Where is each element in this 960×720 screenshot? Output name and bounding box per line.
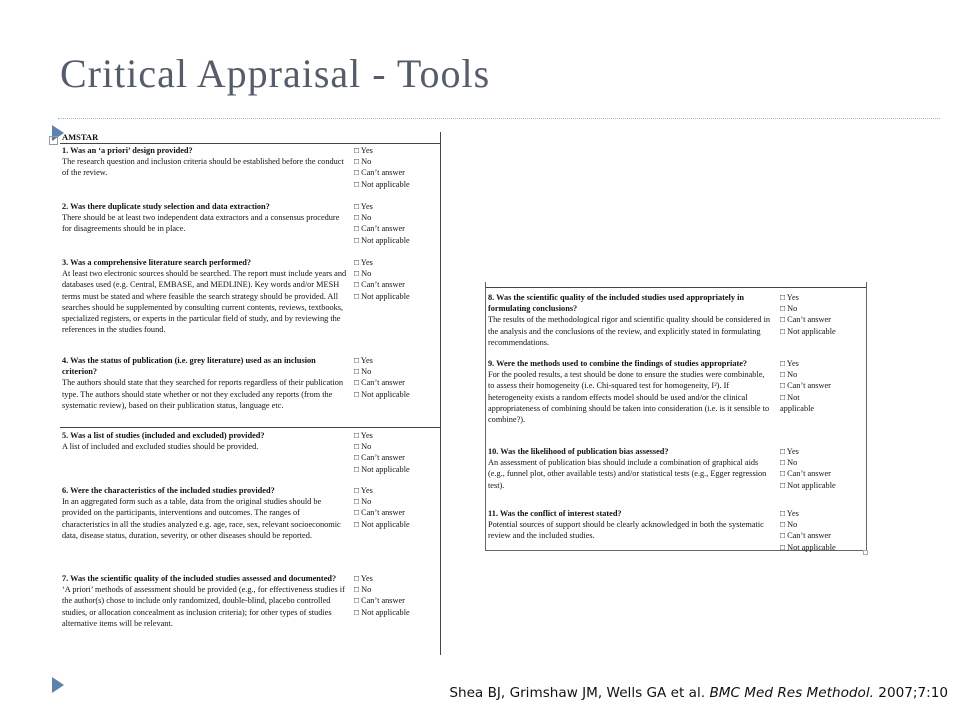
row-divider xyxy=(60,427,440,428)
slide-title: Critical Appraisal - Tools xyxy=(60,51,491,96)
answer-option: □ Yes xyxy=(780,293,799,302)
answer-options xyxy=(354,145,440,190)
answer-option: □ No xyxy=(354,497,372,507)
question-guidance: For the pooled results, a test should be done to ensure the studies were combinable, to assess their homogeneity (i.e. Chi-squared test for homogeneity, I²). If heterogeneity exists a random effects model should be used and/or the clinical appropriateness of combining should be taken into consideration (i.e. is it sensible to combine?). xyxy=(488,370,770,425)
table-move-handle-icon: + xyxy=(49,136,58,145)
question-guidance: ‘A priori’ methods of assessment should be provided (e.g., for effectiveness studies if the author(s) chose to include only randomized, double-blind, placebo controlled studies, or allocation concealment as inclusion criteria); for other types of studies alternative items will be relevant. xyxy=(62,585,345,628)
answer-option: □ Can’t answer xyxy=(780,381,831,391)
answer-option: □ Yes xyxy=(354,431,373,440)
question-title: 6. Were the characteristics of the included studies provided? xyxy=(62,486,275,495)
question-title: 2. Was there duplicate study selection and data extraction? xyxy=(62,202,270,211)
answer-options xyxy=(354,257,440,302)
answer-option: □ Can’t answer xyxy=(780,315,831,325)
answer-option: □ Not applicable xyxy=(354,519,410,529)
amstar-document-right xyxy=(485,282,867,551)
question-guidance: The results of the methodological rigor and scientific quality should be considered in the analysis and the conclusions of the review, and explicitly stated in formulating recommendations. xyxy=(488,315,771,347)
answer-option: □ Yes xyxy=(780,359,799,368)
answer-option: □ Can’t answer xyxy=(354,508,405,518)
question-title: 4. Was the status of publication (i.e. grey literature) used as an inclusion criterion? xyxy=(62,356,316,377)
question-title: 5. Was a list of studies (included and excluded) provided? xyxy=(62,431,265,440)
answer-option: □ Can’t answer xyxy=(354,453,405,463)
citation-details: 2007;7:10 xyxy=(873,685,948,701)
amstar-document-left xyxy=(60,132,441,655)
question-guidance: The authors should state that they searched for reports regardless of their publication type. The authors should state whether or not they excluded any reports (from the systematic review), based on their publication status, language etc. xyxy=(62,378,344,410)
answer-option: □ Yes xyxy=(354,486,373,495)
answer-options xyxy=(780,292,866,337)
answer-options xyxy=(354,201,440,246)
answer-option: □ No xyxy=(780,458,798,468)
question-text xyxy=(62,201,347,235)
answer-option: □ No xyxy=(780,304,798,314)
answer-option: □ No xyxy=(354,442,372,452)
answer-option: □ Yes xyxy=(354,574,373,583)
answer-option: □ No xyxy=(354,367,372,377)
question-guidance: At least two electronic sources should be searched. The report must include years and databases used (e.g. Central, EMBASE, and MEDLINE). Key words and/or MESH terms must be stated and where feasible the search strategy should be provided. All searches should be supplemented by consulting current contents, reviews, textbooks, specialized registers, or experts in the particular field of study, and by reviewing the references in the studies found. xyxy=(62,269,347,335)
answer-option: □ No xyxy=(780,520,798,530)
question-text xyxy=(488,358,773,425)
answer-option: □ No xyxy=(354,157,372,167)
amstar-header: AMSTAR xyxy=(62,132,99,142)
answer-option: □ Can’t answer xyxy=(354,596,405,606)
answer-options xyxy=(354,355,440,400)
question-title: 1. Was an ‘a priori’ design provided? xyxy=(62,146,193,155)
citation xyxy=(449,685,948,701)
answer-option: □ Can’t answer xyxy=(354,168,405,178)
answer-option: □ Can’t answer xyxy=(354,224,405,234)
answer-options xyxy=(354,430,440,475)
question-guidance: A list of included and excluded studies should be provided. xyxy=(62,442,259,452)
answer-option: □ Can’t answer xyxy=(354,378,405,388)
answer-option: □ Yes xyxy=(354,202,373,211)
question-text xyxy=(62,145,347,179)
answer-option: □ Not applicable xyxy=(354,607,410,617)
answer-option: □ Yes xyxy=(780,509,799,518)
question-title: 10. Was the likelihood of publication bias assessed? xyxy=(488,447,669,456)
answer-option: □ Not applicable xyxy=(354,291,410,301)
answer-option: □ Not applicable xyxy=(780,480,836,490)
answer-options xyxy=(780,446,866,491)
question-title: 8. Was the scientific quality of the included studies used appropriately in formulating conclusions? xyxy=(488,293,745,314)
answer-option: applicable xyxy=(780,403,815,413)
answer-option: □ No xyxy=(354,269,372,279)
question-guidance: An assessment of publication bias should include a combination of graphical aids (e.g., funnel plot, other available tests) and/or statistical tests (e.g., Egger regression test). xyxy=(488,458,767,490)
answer-options xyxy=(780,358,866,414)
question-text xyxy=(62,430,347,452)
answer-option: □ Not applicable xyxy=(354,179,410,189)
question-text xyxy=(62,573,347,629)
answer-option: □ Can’t answer xyxy=(780,531,831,541)
answer-option: □ Can’t answer xyxy=(354,280,405,290)
answer-option: □ Not applicable xyxy=(354,464,410,474)
question-text xyxy=(62,355,347,411)
answer-option: □ Yes xyxy=(354,356,373,365)
answer-option: □ Not applicable xyxy=(354,235,410,245)
question-text xyxy=(488,446,773,491)
bullet-triangle-icon xyxy=(52,677,64,693)
answer-option: □ Yes xyxy=(780,447,799,456)
answer-options xyxy=(780,508,866,553)
answer-options xyxy=(354,573,440,618)
answer-options xyxy=(354,485,440,530)
question-text xyxy=(488,292,773,348)
question-text xyxy=(62,257,347,335)
question-title: 7. Was the scientific quality of the included studies assessed and documented? xyxy=(62,574,337,583)
answer-option: □ Not applicable xyxy=(780,542,836,552)
title-divider xyxy=(58,118,940,119)
answer-option: □ Yes xyxy=(354,258,373,267)
document-border xyxy=(485,282,486,550)
resize-handle-icon xyxy=(863,550,868,555)
question-text xyxy=(62,485,347,541)
question-title: 9. Were the methods used to combine the findings of studies appropriate? xyxy=(488,359,748,368)
answer-option: □ Can’t answer xyxy=(780,469,831,479)
answer-option: □ No xyxy=(780,370,798,380)
row-divider xyxy=(60,143,440,144)
answer-option: □ Not xyxy=(780,392,800,402)
question-guidance: In an aggregated form such as a table, data from the original studies should be provided on the participants, interventions and outcomes. The ranges of characteristics in all the studies analyzed e.g. age, race, sex, relevant socioeconomic data, disease status, duration, severity, or other diseases should be reported. xyxy=(62,497,341,540)
answer-option: □ No xyxy=(354,213,372,223)
question-guidance: The research question and inclusion criteria should be established before the conduct of the review. xyxy=(62,157,344,178)
citation-authors: Shea BJ, Grimshaw JM, Wells GA et al. xyxy=(449,685,710,701)
answer-option: □ Not applicable xyxy=(354,389,410,399)
question-text xyxy=(488,508,773,542)
question-guidance: There should be at least two independent data extractors and a consensus procedure for disagreements should be in place. xyxy=(62,213,340,234)
row-divider xyxy=(486,287,866,288)
question-title: 11. Was the conflict of interest stated? xyxy=(488,509,622,518)
answer-option: □ Yes xyxy=(354,146,373,155)
citation-journal: BMC Med Res Methodol. xyxy=(709,685,874,701)
answer-option: □ Not applicable xyxy=(780,326,836,336)
question-title: 3. Was a comprehensive literature search performed? xyxy=(62,258,252,267)
question-guidance: Potential sources of support should be clearly acknowledged in both the systematic review and the included studies. xyxy=(488,520,764,541)
answer-option: □ No xyxy=(354,585,372,595)
